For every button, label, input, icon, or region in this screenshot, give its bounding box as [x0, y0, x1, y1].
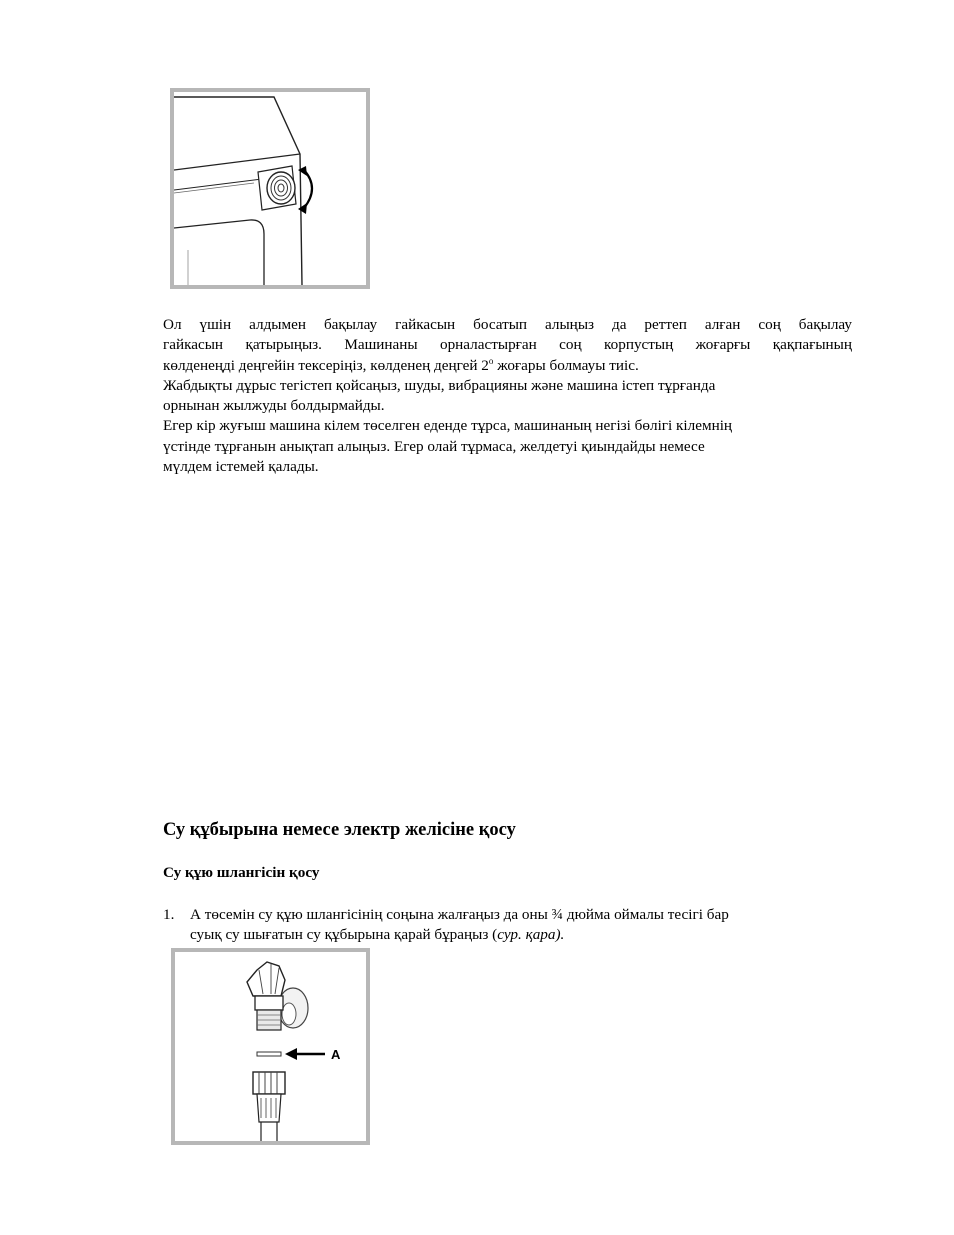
section-heading: Су құбырына немесе электр желісіне қосу: [163, 820, 516, 840]
text-line: Ол үшін алдымен бақылау гайкасын босатып алыңыз да реттеп алған соң бақылау: [163, 316, 852, 333]
text-segment: көлденеңді деңгейін тексеріңіз, көлденең деңгей 2: [163, 357, 489, 374]
list-item-text: [190, 905, 850, 946]
hose-fitting-icon: [253, 1072, 285, 1141]
figure-hose-connection: [171, 948, 370, 1145]
text-segment: суық су шығатын су құбырына қарай бұраңыз (: [190, 926, 498, 944]
paragraph-leveling-instructions: [163, 315, 852, 356]
text-line: мүлдем істемей қалады.: [163, 458, 319, 475]
text-line: гайкасын қатырыңыз. Машинаны орналастырған соң корпустың жоғарғы қақпағының: [163, 336, 852, 354]
text-line: орнынан жылжуды болдырмайды.: [163, 397, 385, 414]
text-segment: жоғары болмауы тиіс.: [493, 357, 639, 374]
hose-connection-illustration: [175, 952, 366, 1141]
text-line: [190, 925, 850, 945]
arrow-left-icon: [285, 1048, 325, 1060]
washer-icon: [257, 1052, 281, 1056]
list-number: 1.: [163, 906, 175, 923]
figure-adjustable-foot: [170, 88, 370, 289]
water-tap-icon: [247, 962, 285, 1030]
degree-superscript: о: [488, 356, 494, 366]
text-line-degree: [163, 356, 852, 376]
foot-nut-icon: [258, 166, 296, 210]
adjustable-foot-illustration: [174, 92, 366, 285]
figure-reference: сур. қара).: [497, 926, 565, 944]
text-line: үстінде тұрғанын анықтап алыңыз. Егер олай тұрмаса, желдетуі қиындайды немесе: [163, 438, 705, 455]
subsection-heading: Су құю шлангісін қосу: [163, 864, 320, 881]
text-line: Егер кір жуғыш машина кілем төселген еденде тұрса, машинаның негізі бөлігі кілемнің: [163, 417, 733, 434]
text-line: А төсемін су құю шлангісінің соңына жалғаңыз да оны ¾ дюйма оймалы тесігі бар: [190, 906, 729, 923]
label-a: A: [331, 1047, 341, 1062]
text-line: Жабдықты дұрыс тегістеп қойсаңыз, шуды, вибрацияны және машина істеп тұрғанда: [163, 377, 716, 394]
